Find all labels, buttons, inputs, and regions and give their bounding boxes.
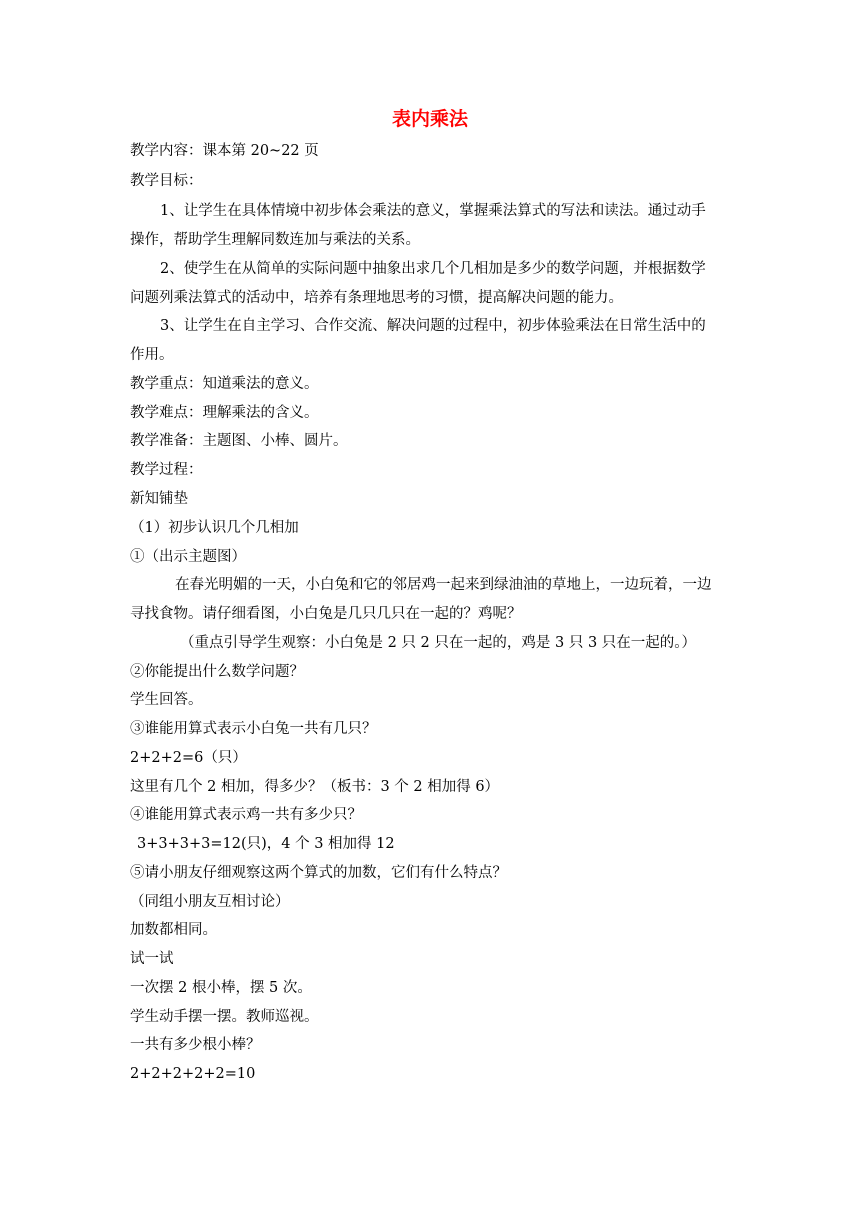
text-line: ②你能提出什么数学问题？ xyxy=(130,664,304,680)
text-line: 教学内容：课本第 20~22 页 xyxy=(130,143,319,159)
text-line: 教学重点：知道乘法的意义。 xyxy=(130,376,319,392)
document-title: 表内乘法 xyxy=(391,108,468,130)
text-line: ④谁能用算式表示鸡一共有多少只？ xyxy=(130,807,362,823)
text-line: ③谁能用算式表示小白兔一共有几只？ xyxy=(130,721,377,737)
text-line: 2+2+2=6（只） xyxy=(130,750,247,766)
text-line: 学生动手摆一摆。教师巡视。 xyxy=(130,1009,319,1025)
text-line: 学生回答。 xyxy=(130,692,203,708)
text-line: 2+2+2+2+2=10 xyxy=(130,1066,256,1082)
text-line: 这里有几个 2 相加，得多少？（板书：3 个 2 相加得 6） xyxy=(130,779,500,795)
text-line: （同组小朋友互相讨论） xyxy=(130,894,290,910)
text-line: 一共有多少根小棒？ xyxy=(130,1037,261,1053)
text-line: 作用。 xyxy=(130,347,174,363)
text-line: 教学难点：理解乘法的含义。 xyxy=(130,405,319,421)
text-line: 一次摆 2 根小棒，摆 5 次。 xyxy=(130,980,312,996)
text-line: 问题列乘法算式的活动中，培养有条理地思考的习惯，提高解决问题的能力。 xyxy=(130,290,623,306)
text-line: 3+3+3+3=12(只)，4 个 3 相加得 12 xyxy=(137,836,395,852)
text-line: 新知铺垫 xyxy=(130,491,188,507)
text-line: ①（出示主题图） xyxy=(130,549,246,565)
text-line: 寻找食物。请仔细看图，小白兔是几只几只在一起的？鸡呢？ xyxy=(130,606,522,622)
text-line: 试一试 xyxy=(130,951,174,967)
text-line: 1、让学生在具体情境中初步体会乘法的意义，掌握乘法算式的写法和读法。通过动手 xyxy=(160,203,706,219)
text-line: 教学目标： xyxy=(130,173,203,189)
text-line: 教学过程： xyxy=(130,462,203,478)
text-line: （1）初步认识几个几相加 xyxy=(130,520,299,536)
text-line: 加数都相同。 xyxy=(130,922,217,938)
text-line: （重点引导学生观察：小白兔是 2 只 2 只在一起的，鸡是 3 只 3 只在一起的。） xyxy=(180,635,697,651)
text-line: ⑤请小朋友仔细观察这两个算式的加数，它们有什么特点？ xyxy=(130,865,507,881)
text-line: 2、使学生在从简单的实际问题中抽象出求几个几相加是多少的数学问题，并根据数学 xyxy=(160,261,706,277)
text-line: 教学准备：主题图、小棒、圆片。 xyxy=(130,433,348,449)
text-line: 3、让学生在自主学习、合作交流、解决问题的过程中，初步体验乘法在日常生活中的 xyxy=(160,318,706,334)
text-line: 操作，帮助学生理解同数连加与乘法的关系。 xyxy=(130,232,420,248)
text-line: 在春光明媚的一天，小白兔和它的邻居鸡一起来到绿油油的草地上，一边玩着，一边 xyxy=(175,577,712,593)
